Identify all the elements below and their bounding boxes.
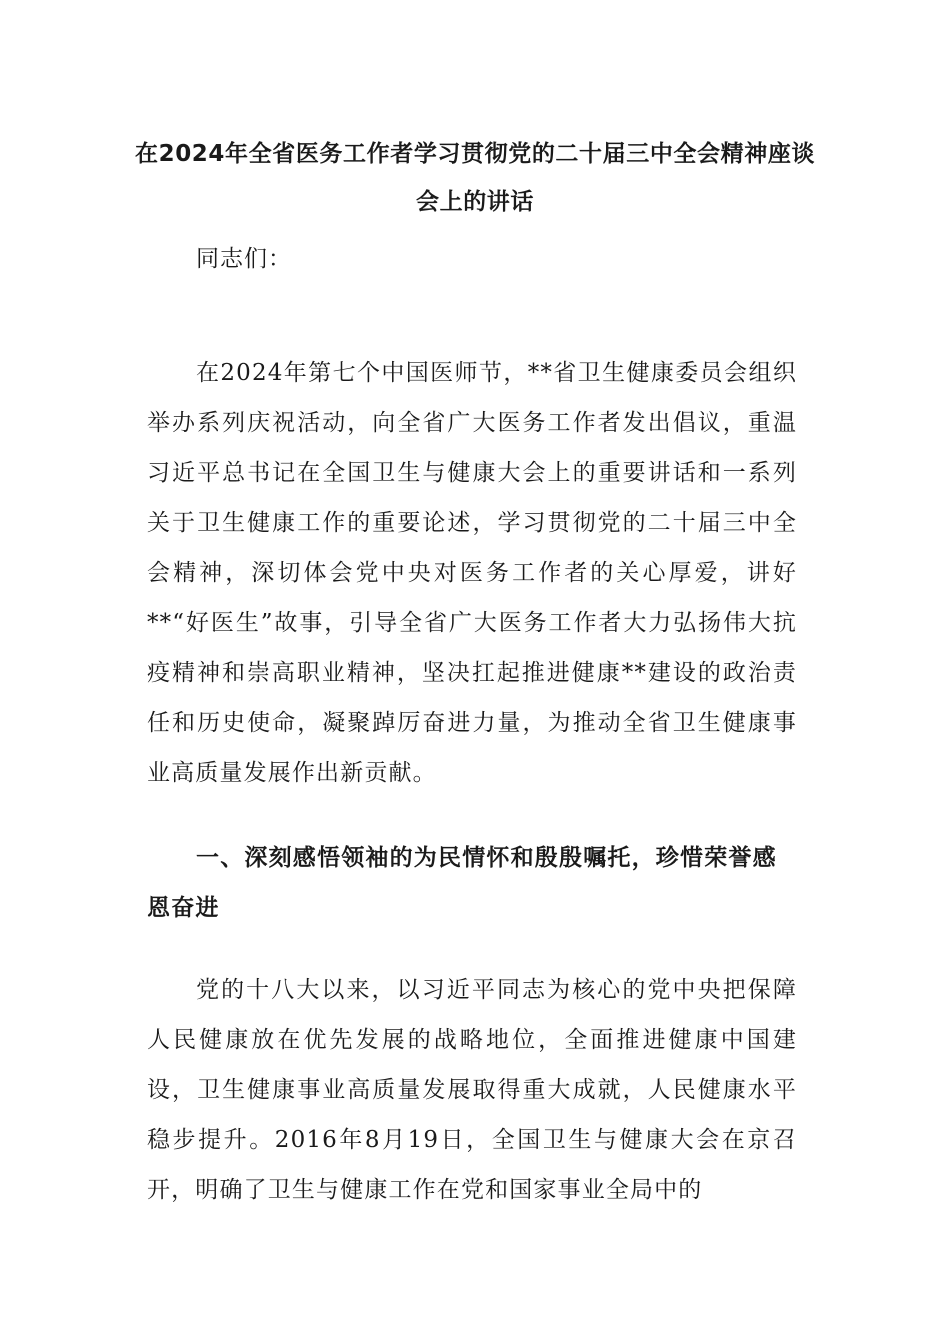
paragraph-intro: 在2024年第七个中国医师节，**省卫生健康委员会组织举办系列庆祝活动，向全省广大医务工作者发出倡议，重温习近平总书记在全国卫生与健康大会上的重要讲话和一系列关于卫生健康工作的重要论述，学习贯彻党的二十届三中全会精神，深切体会党中央对医务工作者的关心厚爱，讲好**“好医生”故事，引导全省广大医务工作者大力弘扬伟大抗疫精神和崇高职业精神，坚决扛起推进健康**建设的政治责任和历史使命，凝聚踔厉奋进力量，为推动全省卫生健康事业高质量发展作出新贡献。 [147,360,797,786]
paragraph-section-1: 党的十八大以来，以习近平同志为核心的党中央把保障人民健康放在优先发展的战略地位，全面推进健康中国建设，卫生健康事业高质量发展取得重大成就，人民健康水平稳步提升。2016年8月19日，全国卫生与健康大会在京召开，明确了卫生与健康工作在党和国家事业全局中的 [147,977,797,1203]
salutation: 同志们： [196,246,292,272]
document-title: 在2024年全省医务工作者学习贯彻党的二十届三中全会精神座谈会上的讲话 [135,141,816,215]
section-heading-1: 一、深刻感悟领袖的为民情怀和殷殷嘱托，珍惜荣誉感恩奋进 [147,845,777,921]
